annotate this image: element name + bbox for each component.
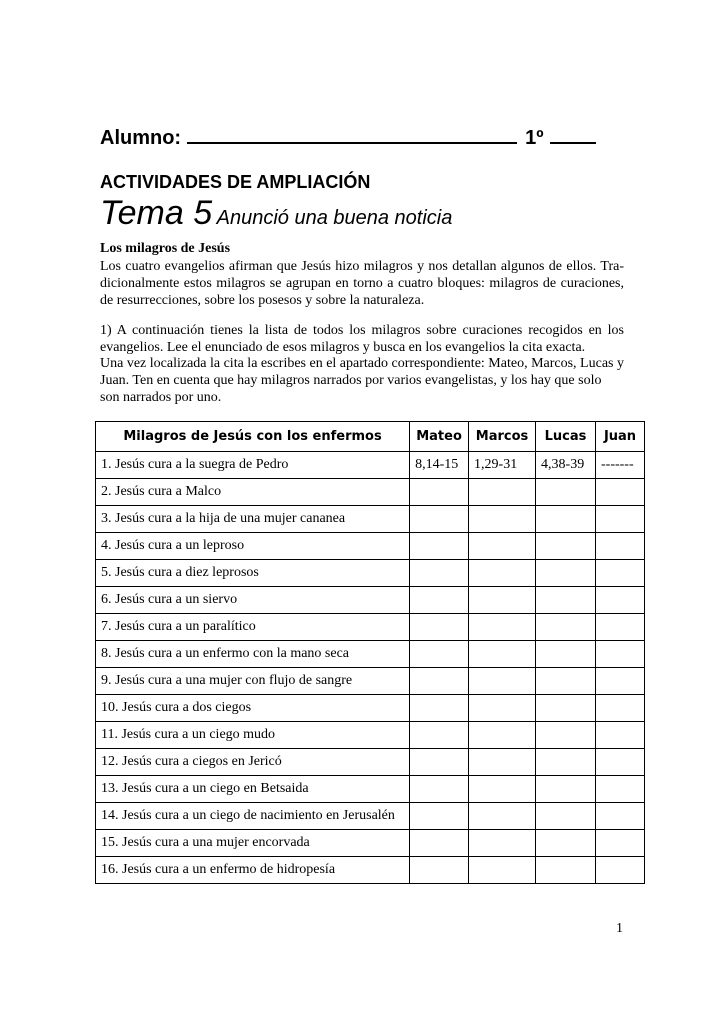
juan-cell[interactable] (596, 695, 645, 722)
lucas-cell[interactable] (536, 668, 596, 695)
mateo-cell[interactable] (410, 479, 469, 506)
activity-title: ACTIVIDADES DE AMPLIACIÓN (100, 172, 371, 192)
marcos-cell[interactable] (469, 749, 536, 776)
mateo-cell[interactable] (410, 614, 469, 641)
miracle-cell: 15. Jesús cura a una mujer encorvada (96, 830, 410, 857)
mateo-cell[interactable] (410, 776, 469, 803)
course-blank[interactable] (550, 126, 596, 144)
juan-cell[interactable] (596, 614, 645, 641)
mateo-cell[interactable] (410, 749, 469, 776)
marcos-cell[interactable] (469, 857, 536, 884)
marcos-cell[interactable] (469, 695, 536, 722)
column-header-juan: Juan (596, 422, 645, 452)
marcos-cell[interactable] (469, 722, 536, 749)
miracles-table (95, 421, 645, 884)
column-header-mateo: Mateo (410, 422, 469, 452)
juan-cell[interactable] (596, 830, 645, 857)
column-header-milagros: Milagros de Jesús con los enfermos (96, 422, 410, 452)
marcos-cell[interactable] (469, 506, 536, 533)
lucas-cell[interactable] (536, 722, 596, 749)
mateo-cell[interactable] (410, 695, 469, 722)
juan-cell[interactable] (596, 560, 645, 587)
mateo-cell[interactable]: 8,14-15 (410, 452, 469, 479)
juan-cell[interactable] (596, 479, 645, 506)
marcos-cell[interactable] (469, 587, 536, 614)
instructions-paragraph-2: Una vez localizada la cita la escribes en el apartado correspondiente: Mateo, Marcos, Lucas y Juan. Ten en cuenta que hay milagros narrados por varios evangelistas, y los hay que solo son narrados por uno. (100, 356, 624, 405)
mateo-cell[interactable] (410, 857, 469, 884)
table-row (96, 533, 645, 560)
marcos-cell[interactable] (469, 803, 536, 830)
student-name-blank[interactable] (187, 126, 517, 144)
mateo-cell[interactable] (410, 587, 469, 614)
juan-cell[interactable]: ------- (596, 452, 645, 479)
lucas-cell[interactable] (536, 587, 596, 614)
table-row (96, 749, 645, 776)
column-header-marcos: Marcos (469, 422, 536, 452)
juan-cell[interactable] (596, 722, 645, 749)
course-label: 1º (525, 127, 544, 149)
lucas-cell[interactable] (536, 641, 596, 668)
lucas-cell[interactable]: 4,38-39 (536, 452, 596, 479)
mateo-cell[interactable] (410, 533, 469, 560)
miracle-cell: 3. Jesús cura a la hija de una mujer cananea (96, 506, 410, 533)
lucas-cell[interactable] (536, 857, 596, 884)
table-row (96, 776, 645, 803)
table-row (96, 614, 645, 641)
miracle-cell: 5. Jesús cura a diez leprosos (96, 560, 410, 587)
mateo-cell[interactable] (410, 803, 469, 830)
juan-cell[interactable] (596, 668, 645, 695)
juan-cell[interactable] (596, 533, 645, 560)
miracle-cell: 7. Jesús cura a un paralítico (96, 614, 410, 641)
instructions-paragraph-1: 1) A continuación tienes la lista de todos los milagros sobre curaciones recogidos en los evangelios. Lee el enunciado de esos milagros y busca en los evangelios la cita exacta. (100, 323, 624, 355)
marcos-cell[interactable] (469, 533, 536, 560)
lucas-cell[interactable] (536, 749, 596, 776)
student-label: Alumno: (100, 127, 182, 149)
juan-cell[interactable] (596, 641, 645, 668)
mateo-cell[interactable] (410, 506, 469, 533)
column-header-lucas: Lucas (536, 422, 596, 452)
marcos-cell[interactable]: 1,29-31 (469, 452, 536, 479)
miracle-cell: 14. Jesús cura a un ciego de nacimiento en Jerusalén (96, 803, 410, 830)
juan-cell[interactable] (596, 587, 645, 614)
marcos-cell[interactable] (469, 668, 536, 695)
miracle-cell: 4. Jesús cura a un leproso (96, 533, 410, 560)
lucas-cell[interactable] (536, 560, 596, 587)
miracle-cell: 6. Jesús cura a un siervo (96, 587, 410, 614)
mateo-cell[interactable] (410, 830, 469, 857)
lucas-cell[interactable] (536, 614, 596, 641)
miracle-cell: 1. Jesús cura a la suegra de Pedro (96, 452, 410, 479)
juan-cell[interactable] (596, 776, 645, 803)
table-row (96, 722, 645, 749)
table-row (96, 803, 645, 830)
table-header-row (96, 422, 645, 452)
intro-paragraph: Los cuatro evangelios afirman que Jesús hizo milagros y nos detallan algunos de ellos. Tra-dicionalmente estos milagros se agrupan en torno a cuatro bloques: milagros de curaciones, de resurrecciones, sobre los posesos y sobre la naturaleza. (100, 259, 624, 308)
table-row (96, 641, 645, 668)
marcos-cell[interactable] (469, 614, 536, 641)
lucas-cell[interactable] (536, 776, 596, 803)
lucas-cell[interactable] (536, 803, 596, 830)
table-row (96, 506, 645, 533)
tema-subtitle: Anunció una buena noticia (216, 207, 453, 229)
miracle-cell: 11. Jesús cura a un ciego mudo (96, 722, 410, 749)
marcos-cell[interactable] (469, 560, 536, 587)
table-row (96, 830, 645, 857)
marcos-cell[interactable] (469, 830, 536, 857)
table-row (96, 452, 645, 479)
table-row (96, 560, 645, 587)
marcos-cell[interactable] (469, 479, 536, 506)
lucas-cell[interactable] (536, 695, 596, 722)
juan-cell[interactable] (596, 749, 645, 776)
lucas-cell[interactable] (536, 830, 596, 857)
marcos-cell[interactable] (469, 776, 536, 803)
lucas-cell[interactable] (536, 533, 596, 560)
student-header (100, 126, 640, 150)
lucas-cell[interactable] (536, 479, 596, 506)
miracle-cell: 16. Jesús cura a un enfermo de hidropesía (96, 857, 410, 884)
juan-cell[interactable] (596, 506, 645, 533)
juan-cell[interactable] (596, 803, 645, 830)
table-row (96, 857, 645, 884)
mateo-cell[interactable] (410, 668, 469, 695)
miracle-cell: 12. Jesús cura a ciegos en Jericó (96, 749, 410, 776)
miracle-cell: 13. Jesús cura a un ciego en Betsaida (96, 776, 410, 803)
section-title: Los milagros de Jesús (100, 241, 231, 256)
juan-cell[interactable] (596, 857, 645, 884)
miracle-cell: 2. Jesús cura a Malco (96, 479, 410, 506)
table-row (96, 668, 645, 695)
tema-heading (100, 194, 452, 233)
miracle-cell: 8. Jesús cura a un enfermo con la mano seca (96, 641, 410, 668)
lucas-cell[interactable] (536, 506, 596, 533)
mateo-cell[interactable] (410, 722, 469, 749)
table-row (96, 479, 645, 506)
miracle-cell: 10. Jesús cura a dos ciegos (96, 695, 410, 722)
page-number: 1 (616, 921, 623, 936)
marcos-cell[interactable] (469, 641, 536, 668)
table-row (96, 587, 645, 614)
tema-number: Tema 5 (100, 194, 213, 232)
miracle-cell: 9. Jesús cura a una mujer con flujo de sangre (96, 668, 410, 695)
mateo-cell[interactable] (410, 560, 469, 587)
table-row (96, 695, 645, 722)
mateo-cell[interactable] (410, 641, 469, 668)
